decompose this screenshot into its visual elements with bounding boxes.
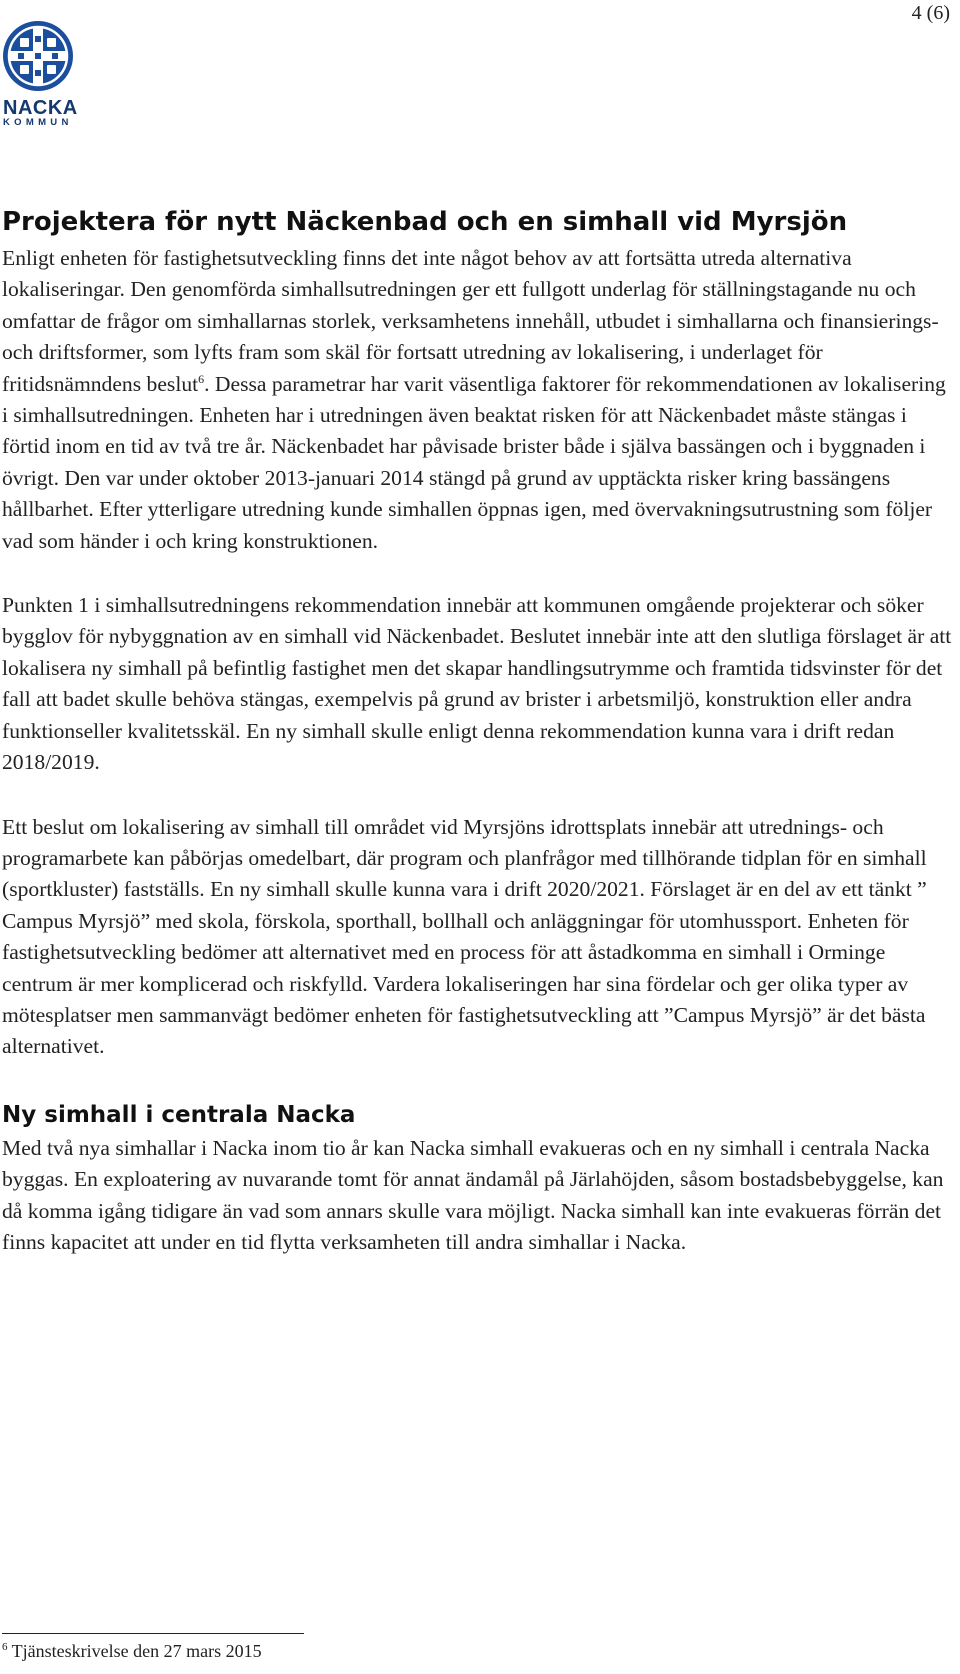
paragraph-1: [2, 243, 952, 557]
paragraph-4: Med två nya simhallar i Nacka inom tio år kan Nacka simhall evakueras och en ny simhall i centrala Nacka byggas. En exploatering av nuvarande tomt för annat ändamål på Järlahöjden, såsom bostadsbebyggelse, kan då komma igång tidigare än vad som annars skulle vara möjligt. Nacka simhall kan inte evakueras förrän det finns kapacitet att under en tid flytta verksamheten till andra simhallar i Nacka.: [2, 1135, 944, 1254]
logo-subtitle: KOMMUN: [3, 117, 73, 128]
logo-name: NACKA: [3, 97, 78, 119]
section-title-centrala-nacka: Ny simhall i centrala Nacka: [2, 1101, 356, 1128]
document-body: [2, 205, 952, 1258]
section-title-myrsjon: Projektera för nytt Näckenbad och en simhall vid Myrsjön: [2, 207, 848, 237]
paragraph-3: Ett beslut om lokalisering av simhall till området vid Myrsjöns idrottsplats innebär att utrednings- och programarbete kan påbörjas omedelbart, där program och planfrågor med tillhörande tidplan för en simhall (sportkluster) fastställs. En ny simhall skulle kunna vara i drift 2020/2021. Förslaget är en del av ett tänkt ” Campus Myrsjö” med skola, förskola, sporthall, bollhall och anläggningar för utomhussport. Enheten för fastighetsutveckling bedömer att alternativet med en process för att åstadkomma en simhall i Orminge centrum är mer komplicerad och riskfylld. Vardera lokaliseringen har sina fördelar och ger olika typer av mötesplatser men sammanvägt bedömer enheten för fastighetsutveckling att ”Campus Myrsjö” är det bästa alternativet.: [2, 814, 927, 1059]
footnote-divider: [2, 1633, 304, 1634]
nacka-kommun-logo: [2, 20, 82, 128]
footnote-number: 6: [2, 1641, 8, 1653]
footnote: [2, 1641, 262, 1662]
paragraph-1-text-cont: . Dessa parametrar har varit väsentliga faktorer för rekommendationen av lokalisering i simhallsutredningen. Enheten har i utredningen även beaktat risken för att Näckenbadet måste stängas i förtid inom en tid av två tre år. Näckenbadet har påvisade brister både i själva bassängen och i byggnaden i övrigt. Den var under oktober 2013-januari 2014 stängd på grund av upptäckta risker kring bassängens hållbarhet. Efter ytterligare utredning kunde simhallen öppnas igen, med övervakningsutrustning som följer vad som händer i och kring konstruktionen.: [2, 371, 946, 553]
nacka-emblem-icon: [2, 20, 74, 92]
footnote-reference: 6: [198, 371, 205, 386]
footnote-text: Tjänsteskrivelse den 27 mars 2015: [7, 1641, 262, 1661]
paragraph-2: Punkten 1 i simhallsutredningens rekommendation innebär att kommunen omgående projekterar och söker bygglov för nybyggnation av en simhall vid Näckenbadet. Beslutet innebär inte att den slutliga förslaget är att lokalisera ny simhall på befintlig fastighet men det skapar handlingsutrymme och framtida tidsvinster för det fall att badet skulle behöva stängas, exempelvis på grund av brister i arbetsmiljö, konstruktion eller andra funktionseller kvalitetsskäl. En ny simhall skulle enligt denna rekommendation kunna vara i drift redan 2018/2019.: [2, 593, 952, 775]
page-number: 4 (6): [911, 2, 950, 24]
paragraph-1-text: Enligt enheten för fastighetsutveckling finns det inte något behov av att fortsätta utreda alternativa lokaliseringar. Den genomförda simhallsutredningen ger ett fullgott underlag för ställningstagande nu och omfattar de frågor om simhallarnas storlek, verksamhetens innehåll, utbudet i simhallarna och finansierings- och driftsformer, som lyfts fram som skäl för fortsatt utredning av lokalisering, i underlaget för fritidsnämndens beslut: [2, 246, 939, 396]
